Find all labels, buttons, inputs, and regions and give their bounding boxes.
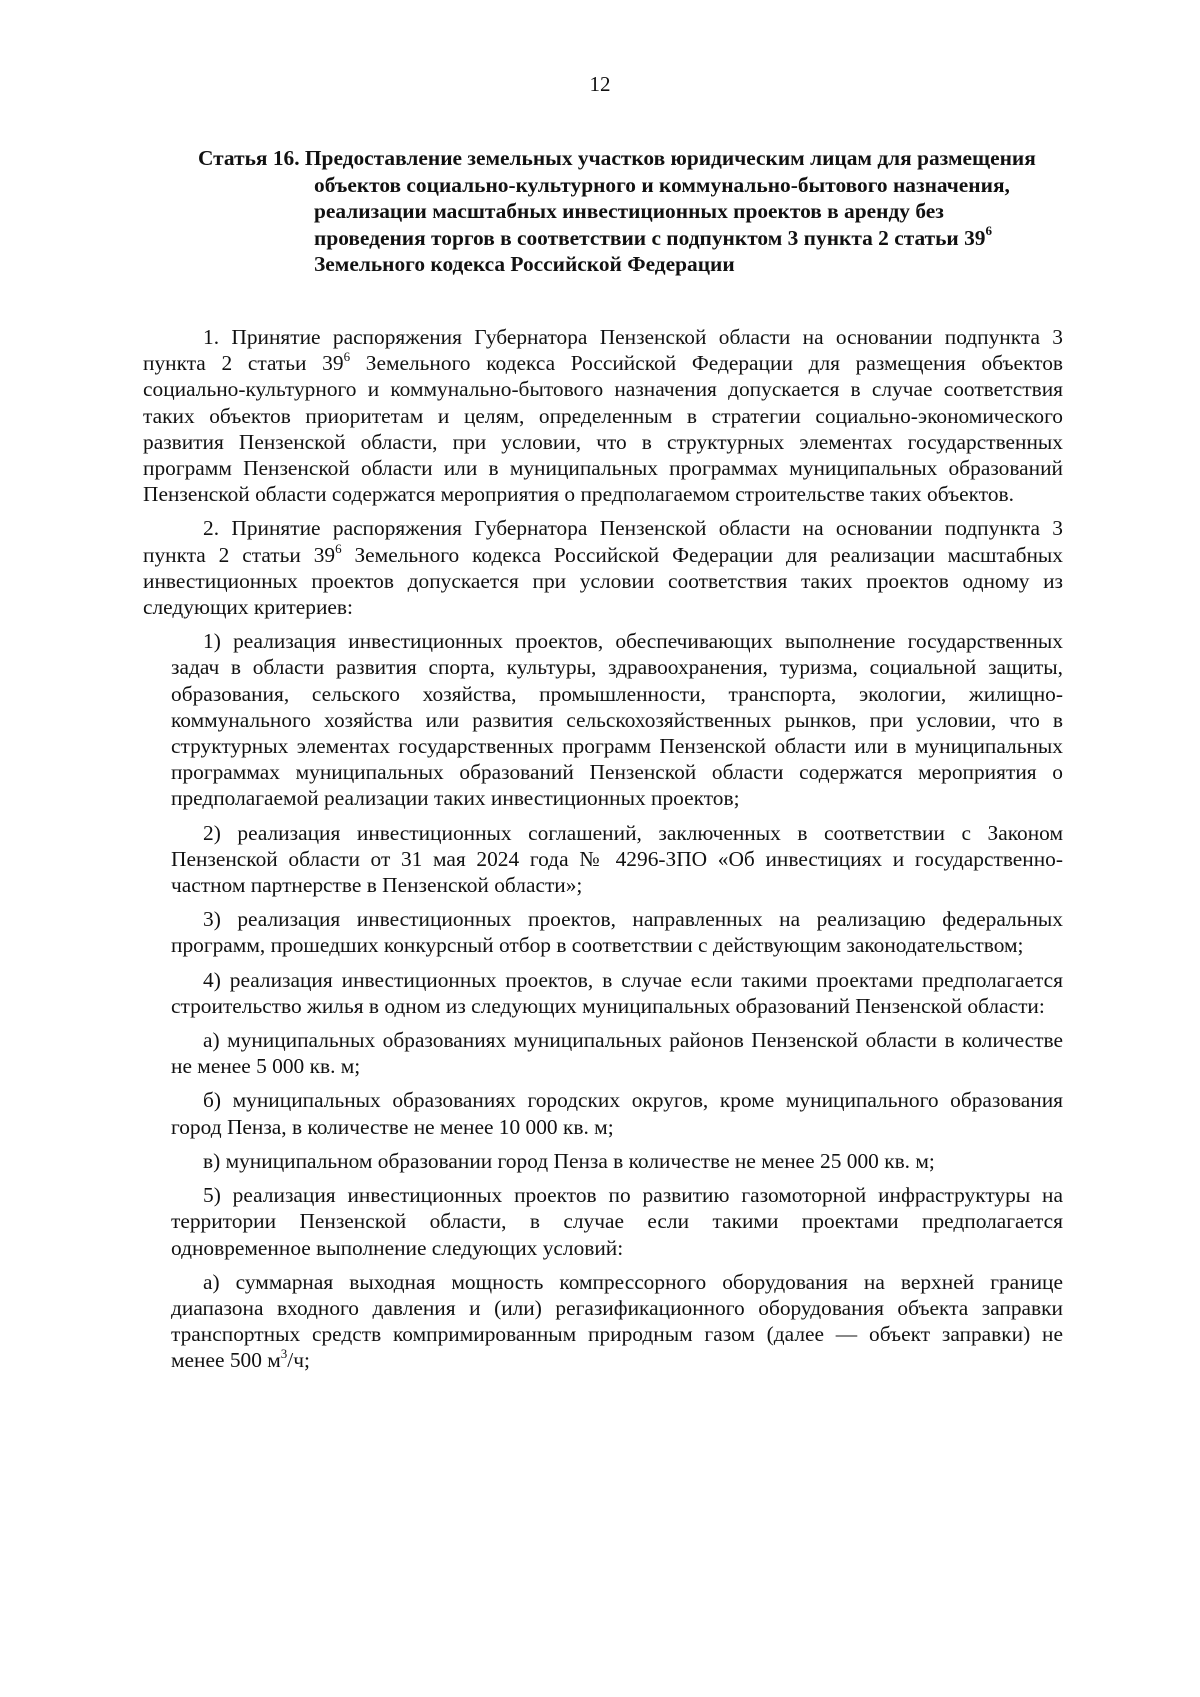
paragraph-1 <box>143 324 1063 507</box>
paragraph-2-text-end: Земельного кодекса Российской Федерации для реализации масштабных инвестиционных проектов допускается при условии соответствия таких проектов одному из следующих критериев: <box>143 542 1064 620</box>
criterion-5-a-text-end: /ч; <box>287 1348 310 1373</box>
paragraph-2-text: 2. Принятие распоряжения Губернатора Пензенской области на основании подпункта 3 пункта 2 статьи 39 <box>143 516 1063 567</box>
criterion-4-b: б) муниципальных образованиях городских округов, кроме муниципального образования город Пенза, в количестве не менее 10 000 кв. м; <box>171 1088 1063 1139</box>
criterion-4-c: в) муниципальном образовании город Пенза в количестве не менее 25 000 кв. м; <box>203 1148 935 1173</box>
article-heading-text-end: Земельного кодекса Российской Федерации <box>314 252 735 276</box>
paragraph-1-superscript: 6 <box>343 349 351 365</box>
article-body <box>143 324 1063 1382</box>
page-number: 12 <box>589 72 611 96</box>
article-heading-prefix: Статья 16. <box>198 146 305 170</box>
paragraph-2 <box>143 515 1063 620</box>
criterion-4: 4) реализация инвестиционных проектов, в случае если такими проектами предполагается строительство жилья в одном из следующих муниципальных образований Пензенской области: <box>171 967 1063 1018</box>
paragraph-1-text-end: Земельного кодекса Российской Федерации для размещения объектов социально-культурного и коммунально-бытового назначения допускается в случае соответствия таких объектов приоритетам и целям, определенным в стратегии социально-экономического развития Пензенской области, при условии, что в структурных элементах государственных программ Пензенской области или в муниципальных программах муниципальных образований Пензенской области содержатся мероприятия о предполагаемом строительстве таких объектов. <box>143 351 1063 507</box>
criterion-3: 3) реализация инвестиционных проектов, направленных на реализацию федеральных программ, прошедших конкурсный отбор в соответствии с действующим законодательством; <box>171 907 1063 958</box>
criterion-5-a-text: а) суммарная выходная мощность компрессорного оборудования на верхней границе диапазона входного давления и (или) регазификационного оборудования объекта заправки транспортных средств компримированным природным газом (далее — объект заправки) не менее 500 м <box>171 1269 1063 1373</box>
criterion-1: 1) реализация инвестиционных проектов, обеспечивающих выполнение государственных задач в области развития спорта, культуры, здравоохранения, туризма, социальной защиты, образования, сельского хозяйства, промышленности, транспорта, экологии, жилищно-коммунального хозяйства или развития сельскохозяйственных рынков, при условии, что в структурных элементах государственных программ Пензенской области или в муниципальных программах муниципальных образований Пензенской области содержатся мероприятия о предполагаемой реализации таких инвестиционных проектов; <box>171 629 1063 811</box>
paragraph-2-superscript: 6 <box>335 540 342 556</box>
criterion-5: 5) реализация инвестиционных проектов по развитию газомоторной инфраструктуры на территории Пензенской области, в случае если такими проектами предполагается одновременное выполнение следующих условий: <box>171 1183 1063 1260</box>
criterion-5-a <box>171 1269 1063 1374</box>
criterion-4-a: а) муниципальных образованиях муниципальных районов Пензенской области в количестве не менее 5 000 кв. м; <box>171 1028 1063 1079</box>
article-heading-text: Предоставление земельных участков юридическим лицам для размещения объектов социально-культурного и коммунально-бытового назначения, реализации масштабных инвестиционных проектов в аренду без проведения торгов в соответствии с подпунктом 3 пункта 2 статьи 39 <box>304 146 1036 250</box>
article-heading <box>198 145 1058 278</box>
criterion-2: 2) реализация инвестиционных соглашений, заключенных в соответствии с Законом Пензенской области от 31 мая 2024 года № 4296-ЗПО «Об инвестициях и государственно-частном партнерстве в Пензенской области»; <box>171 820 1063 898</box>
paragraph-1-text: 1. Принятие распоряжения Губернатора Пензенской области на основании подпункта 3 пункта 2 статьи 39 <box>143 325 1063 376</box>
criterion-5-a-superscript: 3 <box>280 1346 288 1362</box>
article-heading-superscript: 6 <box>985 223 992 239</box>
